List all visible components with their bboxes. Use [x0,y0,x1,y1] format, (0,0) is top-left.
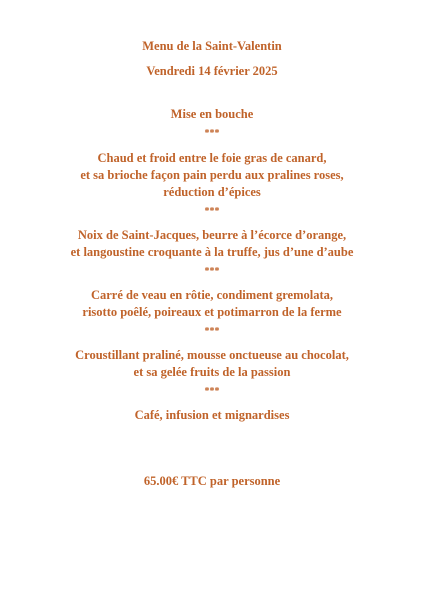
menu-title: Menu de la Saint-Valentin [142,39,282,53]
course-starter-line-3: réduction d’épices [163,185,261,199]
course-coffee: Café, infusion et mignardises [134,408,290,422]
course-separator: *** [204,386,220,397]
course-fish-line-2: et langoustine croquante à la truffe, jus d’une d’aube [70,245,354,259]
course-dessert-line-2: et sa gelée fruits de la passion [133,365,291,379]
course-separator: *** [204,266,220,277]
course-dessert-line-1: Croustillant praliné, mousse onctueuse au chocolat, [75,348,349,362]
course-separator: *** [204,128,220,139]
course-main-line-1: Carré de veau en rôtie, condiment gremolata, [90,288,334,302]
course-starter-line-1: Chaud et froid entre le foie gras de canard, [97,151,327,165]
menu-date: Vendredi 14 février 2025 [146,64,278,78]
course-separator: *** [204,326,220,337]
course-fish-line-1: Noix de Saint-Jacques, beurre à l’écorce d’orange, [77,228,347,242]
course-main-line-2: risotto poêlé, poireaux et potimarron de la ferme [82,305,342,319]
course-amuse-bouche: Mise en bouche [170,107,254,121]
course-starter-line-2: et sa brioche façon pain perdu aux pralines roses, [80,168,344,182]
menu-price: 65.00€ TTC par personne [143,474,281,488]
course-separator: *** [204,206,220,217]
